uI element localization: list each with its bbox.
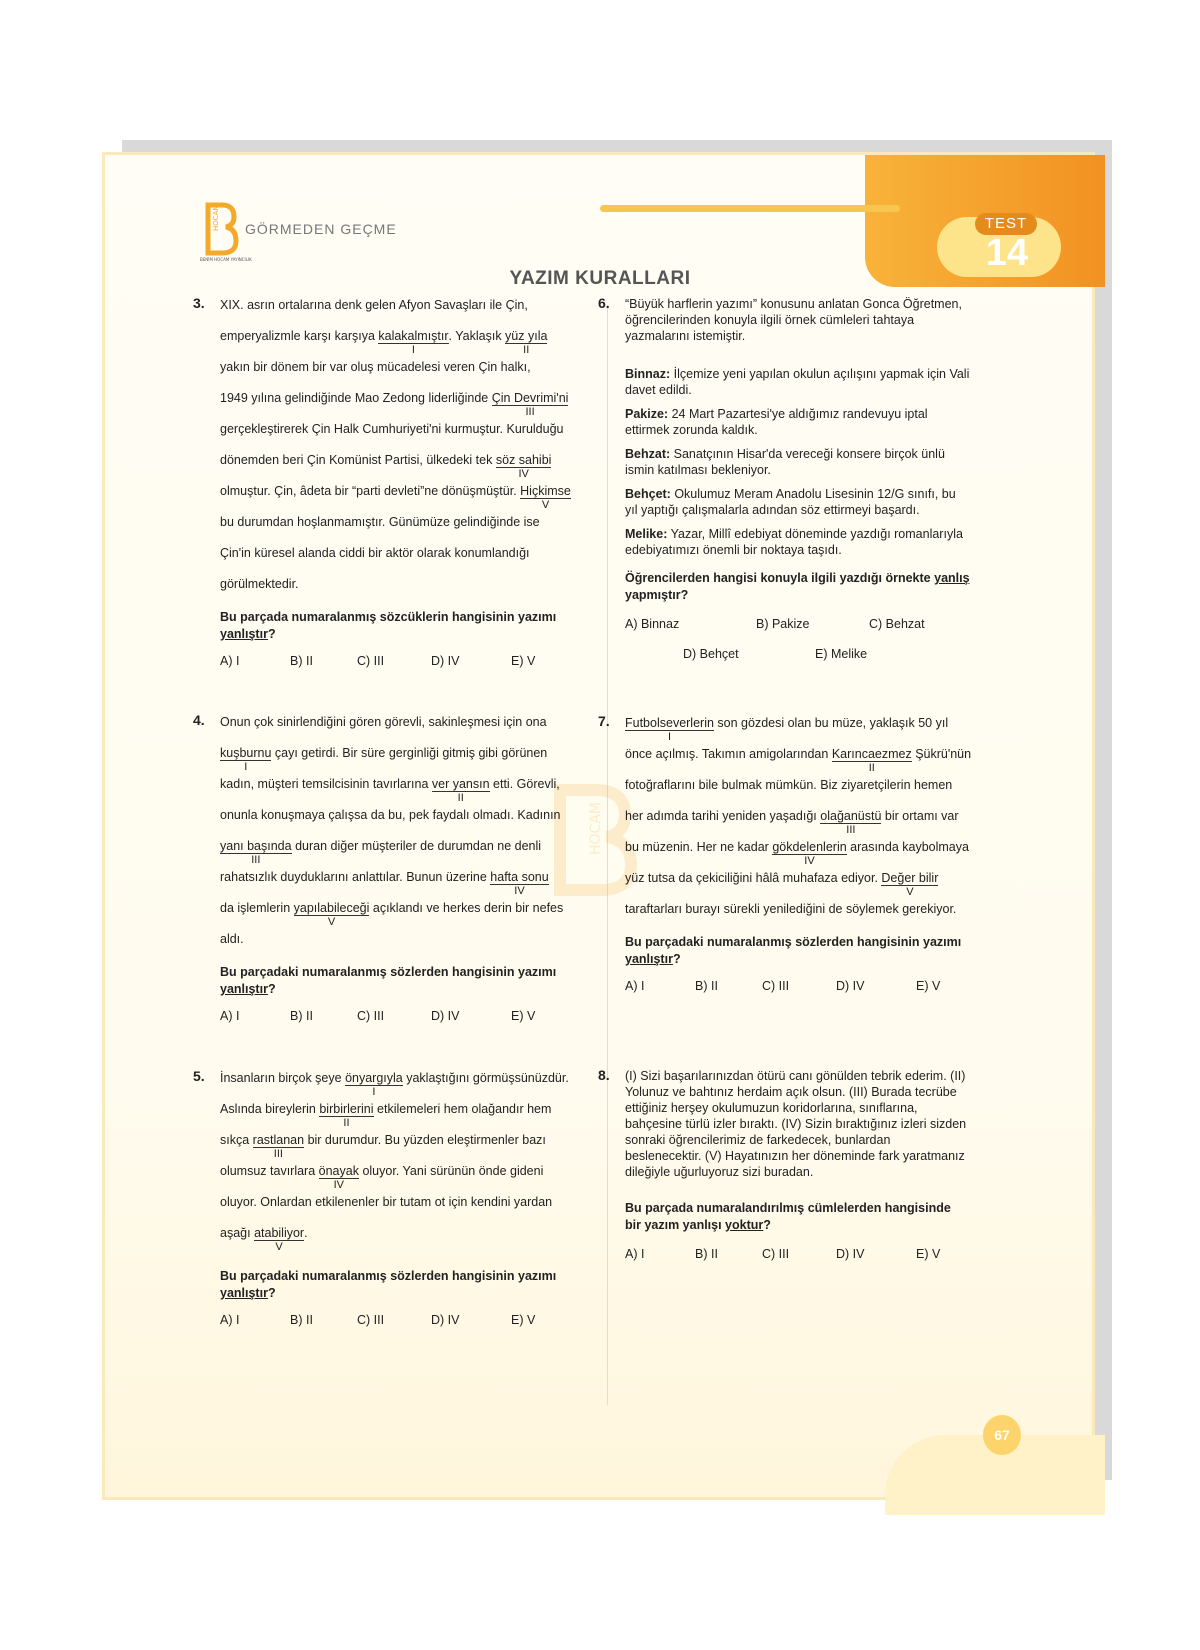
q3-stem (220, 609, 565, 643)
q6-option-a[interactable]: A) Binnaz (625, 617, 680, 631)
q7-word-4 (772, 840, 847, 867)
q3-options (220, 651, 565, 671)
roman-numeral-marker: IV (804, 855, 815, 867)
text-segment: sıkça (220, 1133, 253, 1147)
page-number: 67 (983, 1415, 1021, 1455)
q7-line-6 (625, 868, 975, 899)
q4-option-b[interactable]: B) II (290, 1009, 313, 1023)
text-segment: Bu parçada numaralandırılmış cümlelerden hangisinde bir yazım yanlışı (625, 1201, 951, 1232)
question-8-number: 8. (598, 1067, 610, 1083)
q3-line-10: görülmektedir. (220, 577, 299, 591)
q5-line-2 (220, 1099, 565, 1130)
q5-option-e[interactable]: E) V (511, 1313, 536, 1327)
text-segment: . (304, 1226, 308, 1240)
q5-line-5: oluyor. Onlardan etkilenenler bir tutam ot için kendini yardan (220, 1195, 553, 1209)
underlined-word: söz sahibi (495, 453, 552, 467)
roman-numeral-marker: III (525, 406, 535, 418)
text-segment: Bu parçadaki numaralanmış sözlerden hangisinin yazımı (220, 1269, 557, 1283)
q5-word-2 (319, 1102, 374, 1129)
q4-line-8: aldı. (220, 932, 244, 946)
underlined-word: önyargıyla (345, 1071, 403, 1085)
roman-numeral-marker: I (411, 344, 415, 356)
q6-stem (625, 570, 970, 604)
q8-stem (625, 1200, 970, 1234)
roman-numeral-marker: III (251, 854, 261, 866)
q3-word-3 (491, 391, 569, 418)
text-segment: her adımda tarihi yeniden yaşadığı (625, 809, 821, 823)
q4-word-5 (293, 901, 370, 928)
underlined-word: birbirlerini (319, 1102, 374, 1116)
q6-options-row-1 (625, 614, 970, 634)
q6-option-e[interactable]: E) Melike (815, 647, 868, 661)
q3-word-2 (505, 329, 548, 356)
question-3-number: 3. (193, 295, 205, 311)
roman-numeral-marker: I (372, 1086, 376, 1098)
q7-option-b[interactable]: B) II (695, 979, 718, 993)
text-segment: emperyalizmle karşı karşıya (220, 329, 379, 343)
underlined-word: Çin Devrimi'ni (491, 391, 569, 405)
roman-numeral-marker: III (273, 1148, 283, 1160)
roman-numeral-marker: II (343, 1117, 350, 1129)
question-4-number: 4. (193, 712, 205, 728)
text-segment: Aslında bireylerin (220, 1102, 320, 1116)
q5-option-a[interactable]: A) I (220, 1313, 240, 1327)
q6-options-row-2 (625, 644, 970, 664)
text-segment: ? (672, 952, 681, 966)
q3-option-e[interactable]: E) V (511, 654, 536, 668)
q7-option-e[interactable]: E) V (916, 979, 941, 993)
text-segment: yapmıştır? (625, 588, 689, 602)
text-segment: dönemden beri Çin Komünist Partisi, ülkedeki tek (220, 453, 496, 467)
svg-text:HOCAM: HOCAM (212, 204, 220, 231)
roman-numeral-marker: V (541, 499, 550, 511)
text-segment: Yazar, Millî edebiyat döneminde yazdığı romanlarıyla edebiyatımızı önemli bir noktaya taşıdı. (625, 527, 963, 557)
q4-line-2 (220, 743, 565, 774)
q7-option-d[interactable]: D) IV (836, 979, 865, 993)
question-3 (220, 295, 571, 671)
text-segment: yanlıştır (220, 627, 268, 641)
q3-line-3: yakın bir dönem bir var oluş mücadelesi veren Çin halkı, (220, 360, 531, 374)
q3-option-c[interactable]: C) III (357, 654, 385, 668)
q6-sentence-behzat (625, 446, 970, 478)
q3-line-6 (220, 450, 565, 481)
text-segment: açıklandı ve herkes derin bir nefes (369, 901, 564, 915)
q4-option-c[interactable]: C) III (357, 1009, 385, 1023)
q8-option-d[interactable]: D) IV (836, 1247, 865, 1261)
q4-option-a[interactable]: A) I (220, 1009, 240, 1023)
text-segment: Behçet: (625, 487, 671, 501)
text-segment: Şükrü'nün (911, 747, 972, 761)
q4-line-6 (220, 867, 565, 898)
q7-line-7: taraftarları burayı sürekli yenilediğini de söylemek gerekiyor. (625, 902, 957, 916)
q8-option-a[interactable]: A) I (625, 1247, 645, 1261)
text-segment: yanlıştır (625, 952, 673, 966)
text-segment: Pakize: (625, 407, 669, 421)
question-7 (625, 713, 975, 996)
q5-line-6 (220, 1223, 565, 1254)
q7-word-1 (625, 716, 714, 743)
underlined-word: Hiçkimse (520, 484, 571, 498)
roman-numeral-marker: II (868, 762, 875, 774)
q3-option-a[interactable]: A) I (220, 654, 240, 668)
q4-options (220, 1006, 565, 1026)
q3-word-1 (378, 329, 449, 356)
page-title: YAZIM KURALLARI (509, 268, 691, 289)
text-segment: Bu parçadaki numaralanmış sözlerden hangisinin yazımı (625, 935, 962, 949)
brand-logo (200, 201, 252, 262)
q7-word-2 (831, 747, 912, 774)
q4-word-3 (220, 839, 292, 866)
q6-sentence-behcet (625, 486, 970, 518)
q4-line-1: Onun çok sinirlendiğini gören görevli, sakinleşmesi için ona (220, 715, 547, 729)
q6-option-d[interactable]: D) Behçet (683, 647, 739, 661)
q4-line-7 (220, 898, 565, 929)
text-segment: 1949 yılına gelindiğinde Mao Zedong liderliğinde (220, 391, 492, 405)
underlined-word: hafta sonu (490, 870, 549, 884)
underlined-word: olağanüstü (820, 809, 882, 823)
underlined-word: yapılabileceği (293, 901, 370, 915)
q6-option-c[interactable]: C) Behzat (869, 617, 925, 631)
q4-line-3 (220, 774, 565, 805)
underlined-word: kalakalmıştır (378, 329, 449, 343)
text-segment: İlçemize yeni yapılan okulun açılışını yapmak için Vali davet edildi. (625, 367, 970, 397)
roman-numeral-marker: III (846, 824, 856, 836)
text-segment: 24 Mart Pazartesi'ye aldığımız randevuyu iptal ettirmek zorunda kaldık. (625, 407, 928, 437)
question-5 (220, 1068, 569, 1330)
text-segment: Behzat: (625, 447, 671, 461)
underlined-word: atabiliyor (254, 1226, 305, 1240)
q6-sentence-pakize (625, 406, 970, 438)
text-segment: yüz tutsa da çekiciliğini hâlâ muhafaza ediyor. (625, 871, 882, 885)
text-segment: çayı getirdi. Bir süre gerginliği gitmiş gibi görünen (271, 746, 548, 760)
text-segment: son gözdesi olan bu müze, yaklaşık 50 yıl (713, 716, 949, 730)
text-segment: aşağı (220, 1226, 255, 1240)
q4-word-4 (490, 870, 549, 897)
worksheet-page (102, 152, 1095, 1500)
q5-stem (220, 1268, 565, 1302)
text-segment: etti. Görevli, (489, 777, 560, 791)
q7-line-4 (625, 806, 975, 837)
text-segment: olmuştur. Çin, âdeta bir “parti devleti”ne dönüşmüştür. (220, 484, 521, 498)
q5-options (220, 1310, 565, 1330)
q5-option-b[interactable]: B) II (290, 1313, 313, 1327)
q3-word-4 (495, 453, 552, 480)
q4-option-e[interactable]: E) V (511, 1009, 536, 1023)
question-6 (625, 296, 970, 664)
q5-option-c[interactable]: C) III (357, 1313, 385, 1327)
q7-word-5 (881, 871, 939, 898)
q7-options (625, 976, 975, 996)
text-segment: yoktur (725, 1218, 764, 1232)
q4-line-4: onunla konuşmaya çalışsa da bu, pek faydalı olmadı. Kadının (220, 808, 561, 822)
q6-option-b[interactable]: B) Pakize (756, 617, 810, 631)
underlined-word: önayak (318, 1164, 359, 1178)
logo-text: BENİM HOCAM YAYINCILIK (200, 257, 252, 262)
q3-word-5 (520, 484, 571, 511)
text-segment: yanlıştır (220, 982, 268, 996)
q5-line-1 (220, 1068, 569, 1099)
q5-word-3 (252, 1133, 305, 1160)
q3-line-2 (220, 326, 565, 357)
q5-option-d[interactable]: D) IV (431, 1313, 460, 1327)
q3-line-1: XIX. asrın ortalarına denk gelen Afyon Savaşları ile Çin, (220, 298, 528, 312)
q3-line-5: gerçekleştirerek Çin Halk Cumhuriyeti'ni kurmuştur. Kurulduğu (220, 422, 564, 436)
q7-word-3 (820, 809, 882, 836)
question-5-number: 5. (193, 1068, 205, 1084)
underlined-word: gökdelenlerin (772, 840, 847, 854)
roman-numeral-marker: IV (333, 1179, 345, 1191)
text-segment: önce açılmış. Takımın amigolarından (625, 747, 832, 761)
text-segment: yanlıştır (220, 1286, 268, 1300)
underlined-word: yanı başında (220, 839, 292, 853)
question-4 (220, 712, 565, 1026)
underlined-word: ver yansın (431, 777, 490, 791)
q6-intro: “Büyük harflerin yazımı” konusunu anlatan Gonca Öğretmen, öğrencilerinden konuyla ilgili örnek cümleleri tahtaya yazmalarını istemiştir. (625, 297, 962, 343)
q8-option-e[interactable]: E) V (916, 1247, 941, 1261)
header-accent-line (600, 205, 900, 212)
q8-text: (I) Sizi başarılarınızdan ötürü canı gönülden tebrik ederim. (II) Yolunuz ve bahtınız herdaim açık olsun. (III) Burada tecrübe ettiğiniz herşey okulumuzun koridorlarına, sınıflarına, bahçesine türlü izler bıraktı. (IV) Sizin bıraktığınız izleri sizden sonraki öğrencilerimiz de farkedecek, bunlardan beslenecektir. (V) Hayatınızın her döneminde fark yaratmanız dileğiyle uğurluyoruz sizi buradan. (625, 1069, 967, 1179)
text-segment: duran diğer müşteriler de durumdan ne denli (291, 839, 542, 853)
q8-options (625, 1244, 970, 1264)
q4-word-1 (220, 746, 272, 773)
roman-numeral-marker: V (327, 916, 336, 928)
q7-line-2 (625, 744, 975, 775)
text-segment: . Yaklaşık (448, 329, 506, 343)
roman-numeral-marker: II (523, 344, 530, 356)
text-segment: ? (267, 982, 276, 996)
roman-numeral-marker: V (906, 886, 914, 898)
q4-option-d[interactable]: D) IV (431, 1009, 460, 1023)
underlined-word: Değer bilir (881, 871, 939, 885)
q5-word-1 (345, 1071, 403, 1098)
q3-line-8: bu durumdan hoşlanmamıştır. Günümüze gelindiğinde ise (220, 515, 540, 529)
q4-line-5 (220, 836, 565, 867)
text-segment: yanlış (934, 571, 970, 585)
question-6-number: 6. (598, 295, 610, 311)
text-segment: ? (267, 627, 276, 641)
text-segment: İnsanların birçok şeye (220, 1071, 346, 1085)
roman-numeral-marker: II (457, 792, 464, 804)
roman-numeral-marker: I (667, 731, 671, 743)
roman-numeral-marker: V (275, 1241, 283, 1253)
text-segment: ? (763, 1218, 771, 1232)
text-segment: Bu parçadaki numaralanmış sözlerden hangisinin yazımı (220, 965, 557, 979)
text-segment: yaklaştığını görmüşsünüzdür. (402, 1071, 569, 1085)
test-label: TEST (975, 213, 1037, 235)
underlined-word: Futbolseverlerin (625, 716, 714, 730)
text-segment: etkilemeleri hem olağandır hem (373, 1102, 552, 1116)
roman-numeral-marker: IV (518, 468, 529, 480)
text-segment: olumsuz tavırlara (220, 1164, 319, 1178)
q5-word-4 (318, 1164, 359, 1191)
text-segment: bu müzenin. Her ne kadar (625, 840, 773, 854)
test-number: 14 (985, 232, 1029, 274)
q5-word-5 (254, 1226, 305, 1253)
text-segment: Melike: (625, 527, 668, 541)
q8-option-b[interactable]: B) II (695, 1247, 718, 1261)
question-7-number: 7. (598, 713, 610, 729)
q8-option-c[interactable]: C) III (762, 1247, 790, 1261)
underlined-word: kuşburnu (220, 746, 272, 760)
text-segment: ? (267, 1286, 276, 1300)
text-segment: bir durumdur. Bu yüzden eleştirmenler bazı (304, 1133, 546, 1147)
text-segment: arasında kaybolmaya (846, 840, 969, 854)
q7-stem (625, 934, 975, 968)
q3-line-7 (220, 481, 571, 512)
q5-line-4 (220, 1161, 565, 1192)
roman-numeral-marker: I (244, 761, 248, 773)
q7-line-1 (625, 713, 975, 744)
text-segment: Okulumuz Meram Anadolu Lisesinin 12/G sınıfı, bu yıl yaptığı çalışmalarla adından söz ettirmeyi başardı. (625, 487, 956, 517)
roman-numeral-marker: IV (514, 885, 525, 897)
q5-line-3 (220, 1130, 565, 1161)
q6-sentence-binnaz (625, 366, 970, 398)
q7-option-c[interactable]: C) III (762, 979, 790, 993)
underlined-word: Karıncaezmez (831, 747, 912, 761)
q6-sentence-melike (625, 526, 970, 558)
q7-line-3: fotoğraflarını bile bulmak mümkün. Biz ziyaretçilerin hemen (625, 778, 953, 792)
text-segment: Binnaz: (625, 367, 671, 381)
q7-option-a[interactable]: A) I (625, 979, 645, 993)
q3-option-b[interactable]: B) II (290, 654, 313, 668)
text-segment: Bu parçada numaralanmış sözcüklerin hangisinin yazımı (220, 610, 557, 624)
watermark-text: HOCAM (588, 802, 604, 855)
text-segment: Öğrencilerden hangisi konuyla ilgili yazdığı örnekte (625, 571, 931, 585)
text-segment: rahatsızlık duyduklarını anlattılar. Bunun üzerine (220, 870, 491, 884)
q4-word-2 (431, 777, 490, 804)
q3-line-4 (220, 388, 569, 419)
question-8 (625, 1068, 970, 1264)
text-segment: da işlemlerin (220, 901, 294, 915)
text-segment: Sanatçının Hisar'da vereceği konsere birçok ünlü ismin katılması bekleniyor. (625, 447, 945, 477)
text-segment: bir ortamı var (881, 809, 959, 823)
text-segment: oluyor. Yani sürünün önde gideni (358, 1164, 544, 1178)
q3-line-9: Çin'in küresel alanda ciddi bir aktör olarak konumlandığı (220, 546, 530, 560)
text-segment: kadın, müşteri temsilcisinin tavırlarına (220, 777, 432, 791)
brand-name: GÖRMEDEN GEÇME (245, 221, 397, 237)
underlined-word: yüz yıla (505, 329, 548, 343)
q4-stem (220, 964, 565, 998)
q7-line-5 (625, 837, 975, 868)
q3-option-d[interactable]: D) IV (431, 654, 460, 668)
underlined-word: rastlanan (252, 1133, 305, 1147)
